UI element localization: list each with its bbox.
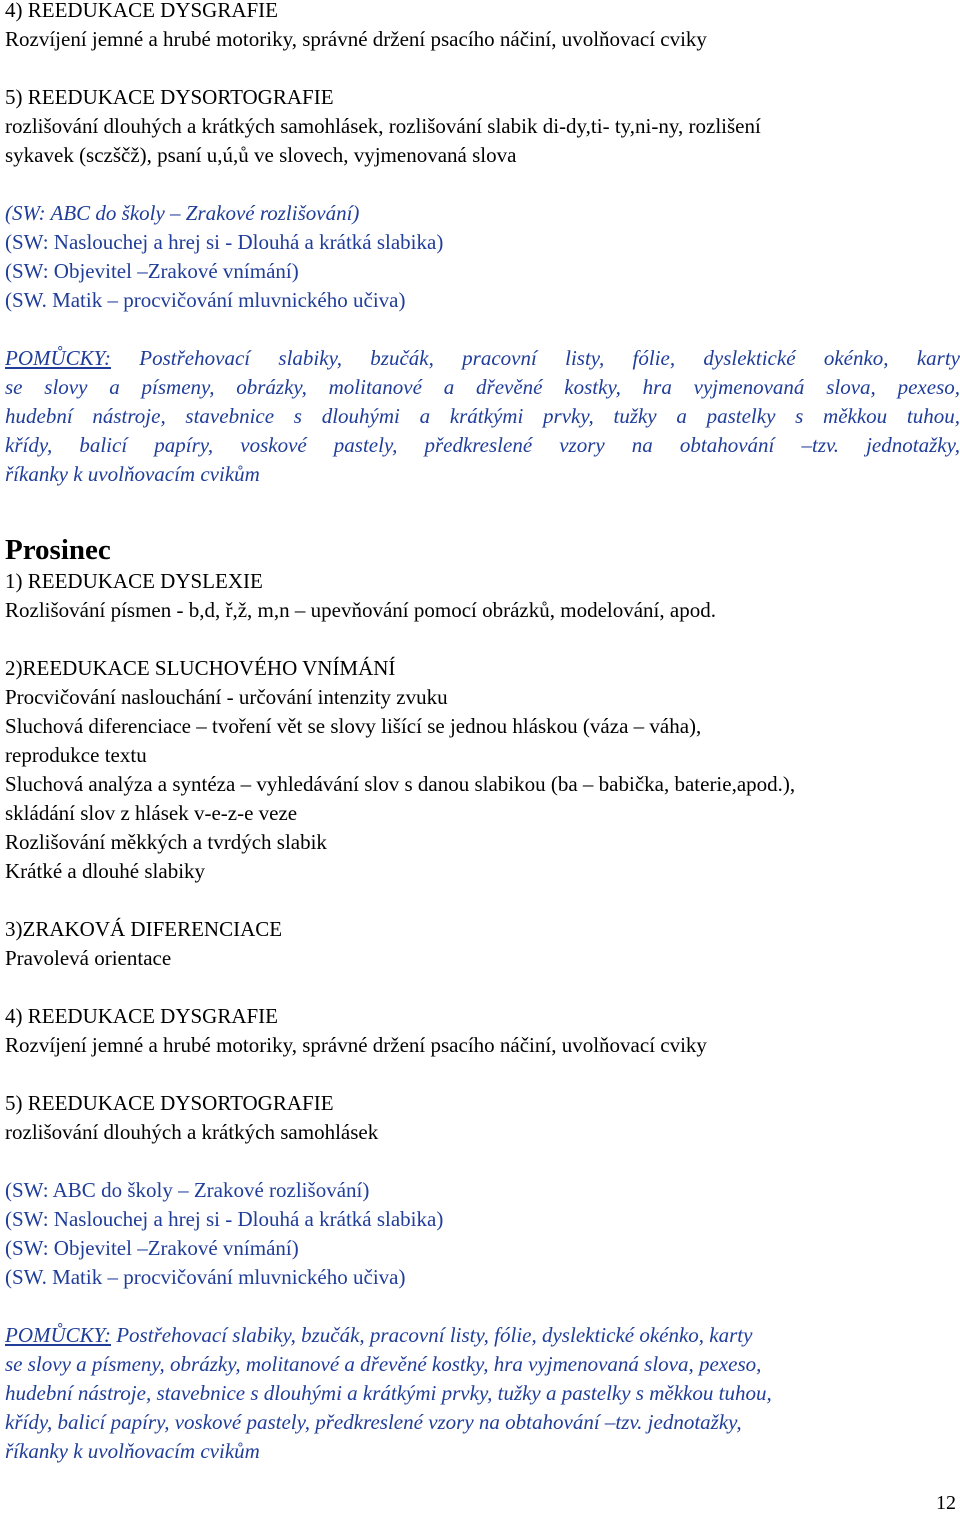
software-item: (SW: Objevitel –Zrakové vnímání) (5, 259, 299, 283)
dysgrafie-heading: 4) REEDUKACE DYSGRAFIE (5, 1004, 278, 1028)
pomucky-line: říkanky k uvolňovacím cvikům (5, 1439, 260, 1463)
pomucky-text: Postřehovací slabiky, bzučák, pracovní listy, fólie, dyslektické okénko, karty (139, 346, 960, 370)
pomucky-line: hudební nástroje, stavebnice s dlouhými a krátkými prvky, tužky a pastelky s měkkou tuhou, (5, 1381, 772, 1405)
pomucky-label: POMŮCKY: (5, 1323, 111, 1347)
dysortografie-description: rozlišování dlouhých a krátkých samohlásek (5, 1120, 379, 1144)
dysgrafie-description: Rozvíjení jemné a hrubé motoriky, správné držení psacího náčiní, uvolňovací cviky (5, 27, 707, 51)
sluch-line: Sluchová diferenciace – tvoření vět se slovy lišící se jednou hláskou (váza – váha), (5, 714, 702, 738)
software-item: (SW: ABC do školy – Zrakové rozlišování) (5, 1178, 370, 1202)
pomucky-label: POMŮCKY: (5, 346, 111, 370)
software-item: (SW: Naslouchej a hrej si - Dlouhá a krátká slabika) (5, 230, 444, 254)
sluch-line: Sluchová analýza a syntéza – vyhledávání slov s danou slabikou (ba – babička, baterie,apod.), (5, 772, 796, 796)
pomucky-line: se slovy a písmeny, obrázky, molitanové a dřevěné kostky, hra vyjmenovaná slova, pexeso, (5, 1352, 762, 1376)
software-item: (SW: ABC do školy – Zrakové rozlišování) (5, 201, 360, 225)
software-item: (SW. Matik – procvičování mluvnického učiva) (5, 288, 406, 312)
dysgrafie-description: Rozvíjení jemné a hrubé motoriky, správné držení psacího náčiní, uvolňovací cviky (5, 1033, 707, 1057)
pomucky-line: křídy, balicí papíry, voskové pastely, předkreslené vzory na obtahování –tzv. jednotažky, (5, 1410, 742, 1434)
software-item: (SW: Objevitel –Zrakové vnímání) (5, 1236, 299, 1260)
dysortografie-description-line: rozlišování dlouhých a krátkých samohlásek, rozlišování slabik di-dy,ti- ty,ni-ny, rozlišení (5, 114, 761, 138)
dysgrafie-heading: 4) REEDUKACE DYSGRAFIE (5, 0, 278, 22)
zrak-heading: 3)ZRAKOVÁ DIFERENCIACE (5, 917, 283, 941)
sluch-line: Procvičování naslouchání - určování intenzity zvuku (5, 685, 448, 709)
page-number: 12 (936, 1492, 956, 1514)
pomucky-line: hudební nástroje, stavebnice s dlouhými a krátkými prvky, tužky a pastelky s měkkou tuhou, (5, 404, 960, 428)
dysortografie-description-line: sykavek (sczščž), psaní u,ú,ů ve slovech, vyjmenovaná slova (5, 143, 517, 167)
software-item: (SW: Naslouchej a hrej si - Dlouhá a krátká slabika) (5, 1207, 444, 1231)
sluch-line: Rozlišování měkkých a tvrdých slabik (5, 830, 327, 854)
sluch-line: Krátké a dlouhé slabiky (5, 859, 206, 883)
pomucky-line: říkanky k uvolňovacím cvikům (5, 462, 260, 486)
sluch-line: skládání slov z hlásek v-e-z-e veze (5, 801, 298, 825)
dysortografie-heading: 5) REEDUKACE DYSORTOGRAFIE (5, 85, 334, 109)
dysortografie-heading: 5) REEDUKACE DYSORTOGRAFIE (5, 1091, 334, 1115)
dyslexie-heading: 1) REEDUKACE DYSLEXIE (5, 569, 263, 593)
pomucky-text: Postřehovací slabiky, bzučák, pracovní listy, fólie, dyslektické okénko, karty (116, 1323, 753, 1347)
dyslexie-description: Rozlišování písmen - b,d, ř,ž, m,n – upevňování pomocí obrázků, modelování, apod. (5, 598, 716, 622)
pomucky-line (5, 1321, 752, 1350)
pomucky-line: křídy, balicí papíry, voskové pastely, předkreslené vzory na obtahování –tzv. jednotažky, (5, 433, 960, 457)
zrak-description: Pravolevá orientace (5, 946, 172, 970)
month-heading: Prosinec (5, 534, 111, 566)
pomucky-line (5, 344, 960, 373)
pomucky-line: se slovy a písmeny, obrázky, molitanové a dřevěné kostky, hra vyjmenovaná slova, pexeso, (5, 375, 960, 399)
sluch-line: reprodukce textu (5, 743, 147, 767)
software-item: (SW. Matik – procvičování mluvnického učiva) (5, 1265, 406, 1289)
sluch-heading: 2)REEDUKACE SLUCHOVÉHO VNÍMÁNÍ (5, 656, 396, 680)
